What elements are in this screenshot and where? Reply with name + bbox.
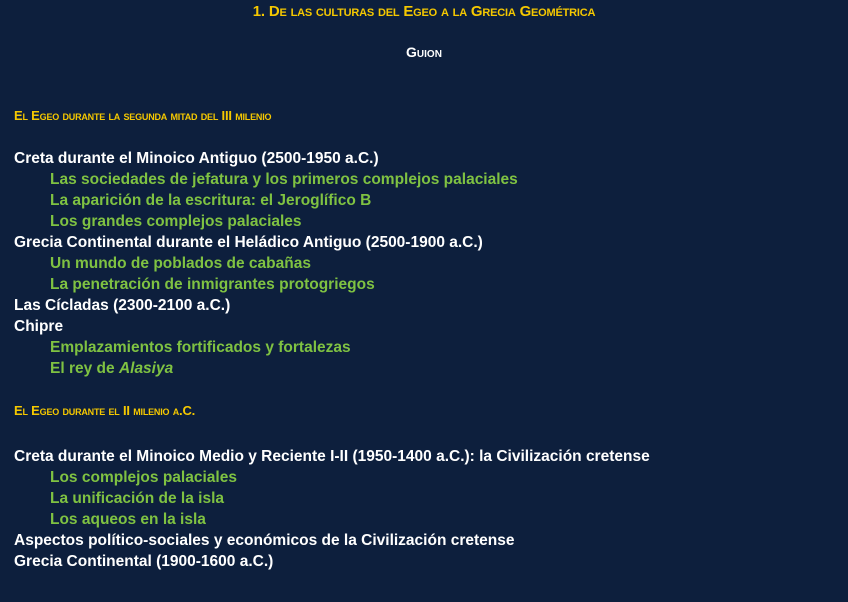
outline-item: Grecia Continental durante el Heládico Antiguo (2500-1900 a.C.) <box>14 234 483 251</box>
outline-subitem: Los aqueos en la isla <box>50 511 206 528</box>
outline-item: Grecia Continental (1900-1600 a.C.) <box>14 553 274 570</box>
outline-subitem: La aparición de la escritura: el Jeroglífico B <box>50 192 372 209</box>
outline-item: Aspectos político-sociales y económicos de la Civilización cretense <box>14 532 515 549</box>
outline-list-2 <box>14 446 650 572</box>
outline-item: Creta durante el Minoico Antiguo (2500-1950 a.C.) <box>14 150 379 167</box>
section-heading-2: El Egeo durante el II milenio a.C. <box>14 403 196 418</box>
outline-subitem: Un mundo de poblados de cabañas <box>50 255 311 272</box>
outline-subitem: Las sociedades de jefatura y los primeros complejos palaciales <box>50 171 518 188</box>
outline-subitem: Emplazamientos fortificados y fortalezas <box>50 339 351 356</box>
outline-list-1 <box>14 148 518 379</box>
outline-item: Creta durante el Minoico Medio y Reciente I-II (1950-1400 a.C.): la Civilización cretense <box>14 448 650 465</box>
page-title: 1. De las culturas del Egeo a la Grecia Geométrica <box>252 3 596 20</box>
section-heading-1: El Egeo durante la segunda mitad del III milenio <box>14 108 272 123</box>
outline-subitem-text: El rey de <box>50 360 119 377</box>
outline-subitem: Los complejos palaciales <box>50 469 237 486</box>
outline-subitem-alasiya <box>14 358 518 379</box>
outline-subitem: La penetración de inmigrantes protogriegos <box>50 276 375 293</box>
outline-subitem: Los grandes complejos palaciales <box>50 213 302 230</box>
outline-item: Las Cícladas (2300-2100 a.C.) <box>14 297 231 314</box>
outline-subitem-emphasis: Alasiya <box>118 360 174 377</box>
outline-subitem: La unificación de la isla <box>50 490 224 507</box>
outline-item: Chipre <box>14 318 64 335</box>
page-subtitle: Guion <box>406 44 442 60</box>
